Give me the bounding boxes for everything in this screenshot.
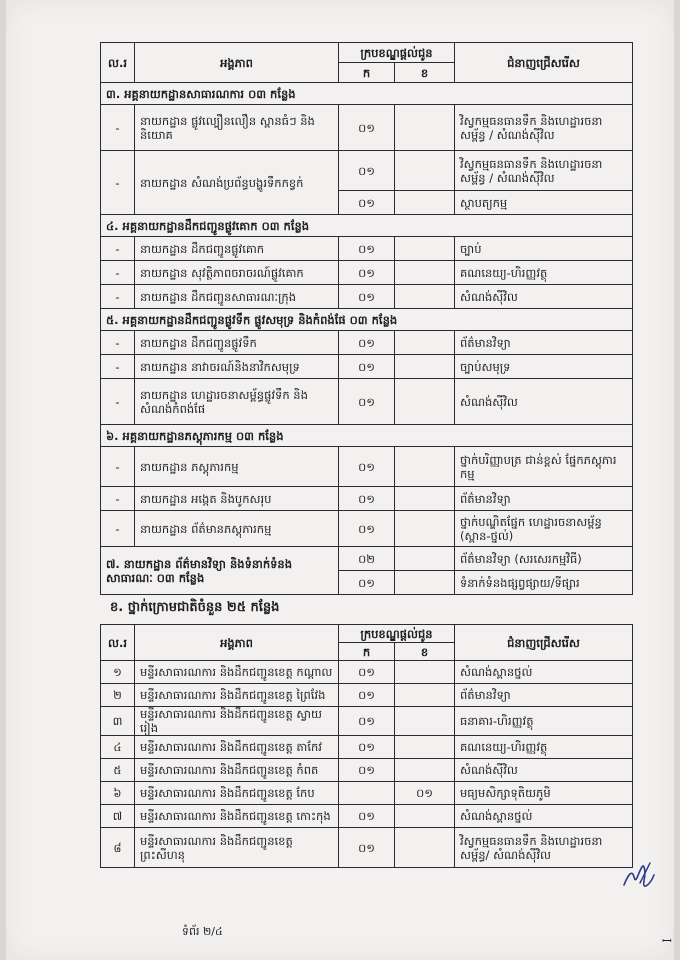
row-no: - xyxy=(101,105,135,151)
quota-a-cell: ០១ xyxy=(339,331,395,355)
header-quota-b: ខ xyxy=(395,63,455,83)
header-quota: ក្របខណ្ឌផ្តល់ជូន xyxy=(339,43,455,63)
row-unit: មន្ទីរសាធារណការ និងដឹកជញ្ជូនខេត្ត កោះកុង xyxy=(135,805,339,828)
row-no: - xyxy=(101,151,135,215)
quota-a-cell: ០១ xyxy=(339,487,395,511)
quota-a-cell: ០១ xyxy=(339,805,395,828)
section-title: ៣. អគ្គនាយកដ្ឋានសាធារណការ ០៣ កន្លែង xyxy=(101,83,633,105)
skill-cell: ច្បាប់ xyxy=(455,237,633,261)
quota-a-cell: ០១ xyxy=(339,447,395,487)
quota-b-cell xyxy=(395,684,455,707)
skill-cell: សំណង់ស៊ីវិល xyxy=(455,759,633,782)
table-row xyxy=(101,661,633,684)
row-unit: មន្ទីរសាធារណការ និងដឹកជញ្ជូនខេត្តព្រះសីហនុ xyxy=(135,828,339,868)
quota-a-cell: ០១ xyxy=(339,571,395,595)
row-unit: មន្ទីរសាធារណការ និងដឹកជញ្ជូនខេត្ត តាកែវ xyxy=(135,736,339,759)
row-unit: នាយកដ្ឋាន ដឹកជញ្ជូនផ្លូវទឹក xyxy=(135,331,339,355)
row-unit: មន្ទីរសាធារណការ និងដឹកជញ្ជូនខេត្ត ស្វាយរៀង xyxy=(135,707,339,736)
quota-b-cell: ០១ xyxy=(395,782,455,805)
quota-b-cell xyxy=(395,285,455,309)
quota-b-cell xyxy=(395,331,455,355)
row-no: ៧ xyxy=(101,805,135,828)
header-quota-a: ក xyxy=(339,63,395,83)
quota-a-cell: ០១ xyxy=(339,379,395,425)
row-unit: នាយកដ្ឋាន ភស្តុភារកម្ម xyxy=(135,447,339,487)
row-no: - xyxy=(101,379,135,425)
section-b-title: ខ. ថ្នាក់ក្រោមជាតិចំនួន ២៥ កន្លែង xyxy=(110,600,280,615)
quota-a-cell: ០១ xyxy=(339,191,395,215)
quota-b-cell xyxy=(395,547,455,571)
provincial-positions-table xyxy=(100,624,633,868)
quota-a-cell: ០១ xyxy=(339,261,395,285)
quota-a-cell: ០១ xyxy=(339,511,395,547)
section-title: ៧. នាយកដ្ឋាន ព័ត៌មានវិទ្យា និងទំនាក់ទំនងសាធារណៈ ០៣ កន្លែង xyxy=(101,547,339,595)
quota-b-cell xyxy=(395,805,455,828)
skill-cell: សំណង់ស្ពានថ្នល់ xyxy=(455,805,633,828)
header-skills: ជំនាញជ្រើសរើស xyxy=(455,43,633,83)
row-no: ១ xyxy=(101,661,135,684)
skill-cell: មធ្យមសិក្សាទុតិយភូមិ xyxy=(455,782,633,805)
row-no: ៥ xyxy=(101,759,135,782)
row-unit: នាយកដ្ឋាន អង្កេត និងបូកសរុប xyxy=(135,487,339,511)
row-unit: នាយកដ្ឋាន ព័ត៌មានភស្តុភារកម្ម xyxy=(135,511,339,547)
skill-cell: វិស្វកម្មធនធានទឹក និងហេដ្ឋារចនាសម្ព័ន្ធ / សំណង់ស៊ីវិល xyxy=(455,105,633,151)
quota-b-cell xyxy=(395,707,455,736)
quota-a-cell: ០១ xyxy=(339,736,395,759)
page-number: ទំព័រ ២/៤ xyxy=(182,925,223,938)
skill-cell: ព័ត៌មានវិទ្យា xyxy=(455,684,633,707)
quota-a-cell: ០១ xyxy=(339,151,395,191)
quota-a-cell: ០១ xyxy=(339,661,395,684)
table-row xyxy=(101,707,633,736)
quota-a-cell: ០១ xyxy=(339,355,395,379)
header-quota-a: ក xyxy=(339,643,395,661)
table-row xyxy=(101,684,633,707)
corner-mark: ꟷ xyxy=(662,934,672,948)
quota-b-cell xyxy=(395,736,455,759)
skill-cell: ព័ត៌មានវិទ្យា (សរសេរកម្មវិធី) xyxy=(455,547,633,571)
quota-b-cell xyxy=(395,759,455,782)
header-skills: ជំនាញជ្រើសរើស xyxy=(455,625,633,661)
row-no: ៨ xyxy=(101,828,135,868)
quota-b-cell xyxy=(395,661,455,684)
row-unit: មន្ទីរសាធារណការ និងដឹកជញ្ជូនខេត្ត ព្រៃវែង xyxy=(135,684,339,707)
row-unit: មន្ទីរសាធារណការ និងដឹកជញ្ជូនខេត្ត កែប xyxy=(135,782,339,805)
skill-cell: ទំនាក់ទំនងផ្សព្វផ្សាយ/ទីផ្សារ xyxy=(455,571,633,595)
row-unit: នាយកដ្ឋាន នាវាចរណ៍និងនាវិកសមុទ្រ xyxy=(135,355,339,379)
quota-b-cell xyxy=(395,261,455,285)
row-no: - xyxy=(101,285,135,309)
row-no: ៣ xyxy=(101,707,135,736)
row-no: - xyxy=(101,237,135,261)
quota-a-cell: ០១ xyxy=(339,828,395,868)
section-title: ៥. អគ្គនាយកដ្ឋានដឹកជញ្ជូនផ្លូវទឹក ផ្លូវសមុទ្រ និងកំពង់ផែ ០៣ កន្លែង xyxy=(101,309,633,331)
header-quota: ក្របខណ្ឌផ្តល់ជូន xyxy=(339,625,455,643)
header-no: ល.រ xyxy=(101,43,135,83)
row-unit: មន្ទីរសាធារណការ និងដឹកជញ្ជូនខេត្ត កំពត xyxy=(135,759,339,782)
quota-a-cell xyxy=(339,782,395,805)
quota-b-cell xyxy=(395,571,455,595)
quota-a-cell: ០១ xyxy=(339,759,395,782)
skill-cell: ស្ថាបត្យកម្ម xyxy=(455,191,633,215)
table-row xyxy=(101,828,633,868)
row-unit: នាយកដ្ឋាន ដឹកជញ្ជូនសាធារណៈក្រុង xyxy=(135,285,339,309)
skill-cell: គណនេយ្យ-ហិរញ្ញវត្ថុ xyxy=(455,261,633,285)
row-no: - xyxy=(101,447,135,487)
quota-a-cell: ០១ xyxy=(339,237,395,261)
quota-b-cell xyxy=(395,151,455,191)
quota-a-cell: ០១ xyxy=(339,684,395,707)
table-row xyxy=(101,782,633,805)
section-title: ៦. អគ្គនាយកដ្ឋានភស្តុភារកម្ម ០៣ កន្លែង xyxy=(101,425,633,447)
section-title: ៤. អគ្គនាយកដ្ឋានដឹកជញ្ជូនផ្លូវគោក ០៣ កន្លែង xyxy=(101,215,633,237)
quota-b-cell xyxy=(395,191,455,215)
skill-cell: សំណង់ស៊ីវិល xyxy=(455,379,633,425)
quota-b-cell xyxy=(395,237,455,261)
row-unit: នាយកដ្ឋាន ផ្លូវល្បឿនលឿន ស្ពានធំៗ និងនិយោគ xyxy=(135,105,339,151)
row-no: - xyxy=(101,511,135,547)
row-unit: នាយកដ្ឋាន ដឹកជញ្ជូនផ្លូវគោក xyxy=(135,237,339,261)
table-row xyxy=(101,805,633,828)
quota-b-cell xyxy=(395,447,455,487)
row-no: - xyxy=(101,487,135,511)
skill-cell: គណនេយ្យ-ហិរញ្ញវត្ថុ xyxy=(455,736,633,759)
quota-b-cell xyxy=(395,828,455,868)
row-unit: នាយកដ្ឋាន សំណង់ប្រព័ន្ធបង្ហូរទឹកកខ្វក់ xyxy=(135,151,339,215)
quota-a-cell: ០១ xyxy=(339,707,395,736)
row-no: ៤ xyxy=(101,736,135,759)
quota-b-cell xyxy=(395,511,455,547)
table-row xyxy=(101,759,633,782)
row-no: - xyxy=(101,331,135,355)
quota-b-cell xyxy=(395,487,455,511)
row-no: ៦ xyxy=(101,782,135,805)
quota-a-cell: ០១ xyxy=(339,285,395,309)
skill-cell: ច្បាប់សមុទ្រ xyxy=(455,355,633,379)
table-row xyxy=(101,736,633,759)
quota-a-cell: ០១ xyxy=(339,105,395,151)
skill-cell: ព័ត៌មានវិទ្យា xyxy=(455,331,633,355)
skill-cell: ថ្នាក់បរិញ្ញាបត្រ ជាន់ខ្ពស់ ផ្នែកភស្តុភារកម្ម xyxy=(455,447,633,487)
skill-cell: សំណង់ស៊ីវិល xyxy=(455,285,633,309)
signature xyxy=(620,855,660,899)
header-quota-b: ខ xyxy=(395,643,455,661)
row-unit: នាយកដ្ឋាន សុវត្ថិភាពចរាចរណ៍ផ្លូវគោក xyxy=(135,261,339,285)
quota-b-cell xyxy=(395,355,455,379)
skill-cell: វិស្វកម្មធនធានទឹក និងហេដ្ឋារចនាសម្ព័ន្ធ / សំណង់ស៊ីវិល xyxy=(455,151,633,191)
row-no: - xyxy=(101,355,135,379)
quota-a-cell: ០២ xyxy=(339,547,395,571)
row-unit: មន្ទីរសាធារណការ និងដឹកជញ្ជូនខេត្ត កណ្ដាល xyxy=(135,661,339,684)
ministry-positions-table xyxy=(100,42,633,595)
header-no: ល.រ xyxy=(101,625,135,661)
skill-cell: ធនាគារ-ហិរញ្ញវត្ថុ xyxy=(455,707,633,736)
skill-cell: វិស្វកម្មធនធានទឹក និងហេដ្ឋារចនាសម្ព័ន្ធ/ សំណង់ស៊ីវិល xyxy=(455,828,633,868)
skill-cell: ព័ត៌មានវិទ្យា xyxy=(455,487,633,511)
row-no: ២ xyxy=(101,684,135,707)
header-unit: អង្គភាព xyxy=(135,625,339,661)
row-unit: នាយកដ្ឋាន ហេដ្ឋារចនាសម្ព័ន្ធផ្លូវទឹក និងសំណង់កំពង់ផែ xyxy=(135,379,339,425)
skill-cell: សំណង់ស្ពានថ្នល់ xyxy=(455,661,633,684)
quota-b-cell xyxy=(395,105,455,151)
skill-cell: ថ្នាក់បណ្ឌិតផ្នែក ហេដ្ឋារចនាសម្ព័ន្ធ (ស្ពាន-ថ្នល់) xyxy=(455,511,633,547)
quota-b-cell xyxy=(395,379,455,425)
row-no: - xyxy=(101,261,135,285)
header-unit: អង្គភាព xyxy=(135,43,339,83)
